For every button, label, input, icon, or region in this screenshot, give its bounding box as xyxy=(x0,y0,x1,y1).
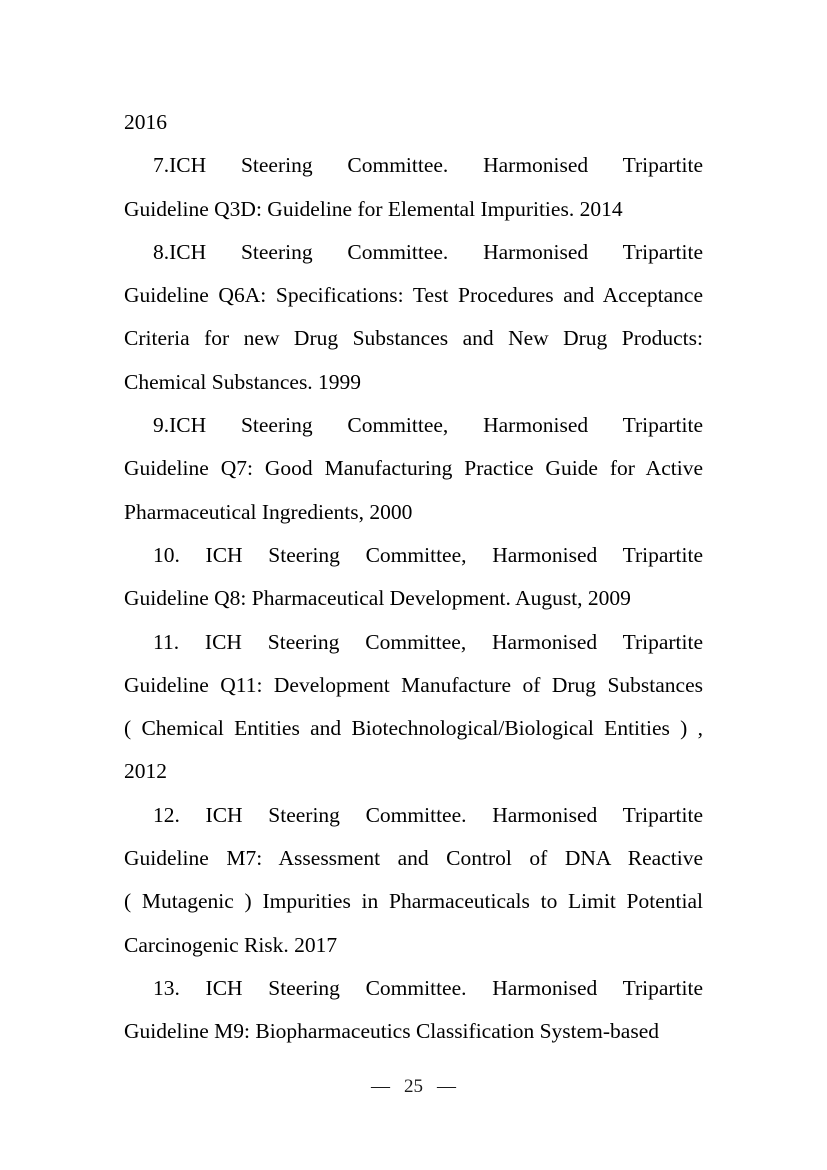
text-line: Pharmaceutical Ingredients, 2000 xyxy=(124,499,413,524)
text-line: Guideline Q6A: Specifications: Test Procedures and Acceptance xyxy=(124,283,703,308)
text-line: 2012 xyxy=(124,759,167,784)
text-line: Guideline Q8: Pharmaceutical Development. August, 2009 xyxy=(124,586,631,611)
reference-paragraph xyxy=(124,101,703,144)
text-line: Guideline M9: Biopharmaceutics Classification System-based xyxy=(124,1019,660,1044)
reference-paragraph xyxy=(124,231,703,404)
text-line: ( Chemical Entities and Biotechnological/Biological Entities ) , xyxy=(124,716,703,741)
reference-paragraph xyxy=(124,404,703,534)
footer-dash-right: — xyxy=(437,1076,456,1097)
text-line: Chemical Substances. 1999 xyxy=(124,369,362,394)
text-line: Guideline M7: Assessment and Control of DNA Reactive xyxy=(124,846,703,871)
text-line: Guideline Q3D: Guideline for Elemental Impurities. 2014 xyxy=(124,196,623,221)
text-line: 7.ICH Steering Committee. Harmonised Tripartite xyxy=(153,153,703,178)
text-line: Guideline Q7: Good Manufacturing Practice Guide for Active xyxy=(124,456,703,481)
text-line: 8.ICH Steering Committee. Harmonised Tripartite xyxy=(153,239,703,264)
reference-paragraph xyxy=(124,967,703,1054)
page-footer xyxy=(0,1074,827,1100)
reference-paragraph xyxy=(124,794,703,967)
text-line: 13. ICH Steering Committee. Harmonised Tripartite xyxy=(153,975,703,1000)
text-line: Guideline Q11: Development Manufacture of Drug Substances xyxy=(124,672,703,697)
text-line: ( Mutagenic ) Impurities in Pharmaceuticals to Limit Potential xyxy=(124,889,703,914)
page-number: 25 xyxy=(404,1076,423,1097)
document-body xyxy=(124,101,703,1054)
reference-paragraph xyxy=(124,144,703,231)
reference-paragraph xyxy=(124,534,703,621)
footer-dash-left: — xyxy=(371,1076,390,1097)
text-line: Criteria for new Drug Substances and New Drug Products: xyxy=(124,326,703,351)
text-line: 10. ICH Steering Committee, Harmonised Tripartite xyxy=(153,542,703,567)
text-line: Carcinogenic Risk. 2017 xyxy=(124,932,338,957)
reference-paragraph xyxy=(124,621,703,794)
text-line: 9.ICH Steering Committee, Harmonised Tripartite xyxy=(153,413,703,438)
text-line: 12. ICH Steering Committee. Harmonised Tripartite xyxy=(153,802,703,827)
text-line: 11. ICH Steering Committee, Harmonised Tripartite xyxy=(153,629,703,654)
text-line: 2016 xyxy=(124,110,167,134)
